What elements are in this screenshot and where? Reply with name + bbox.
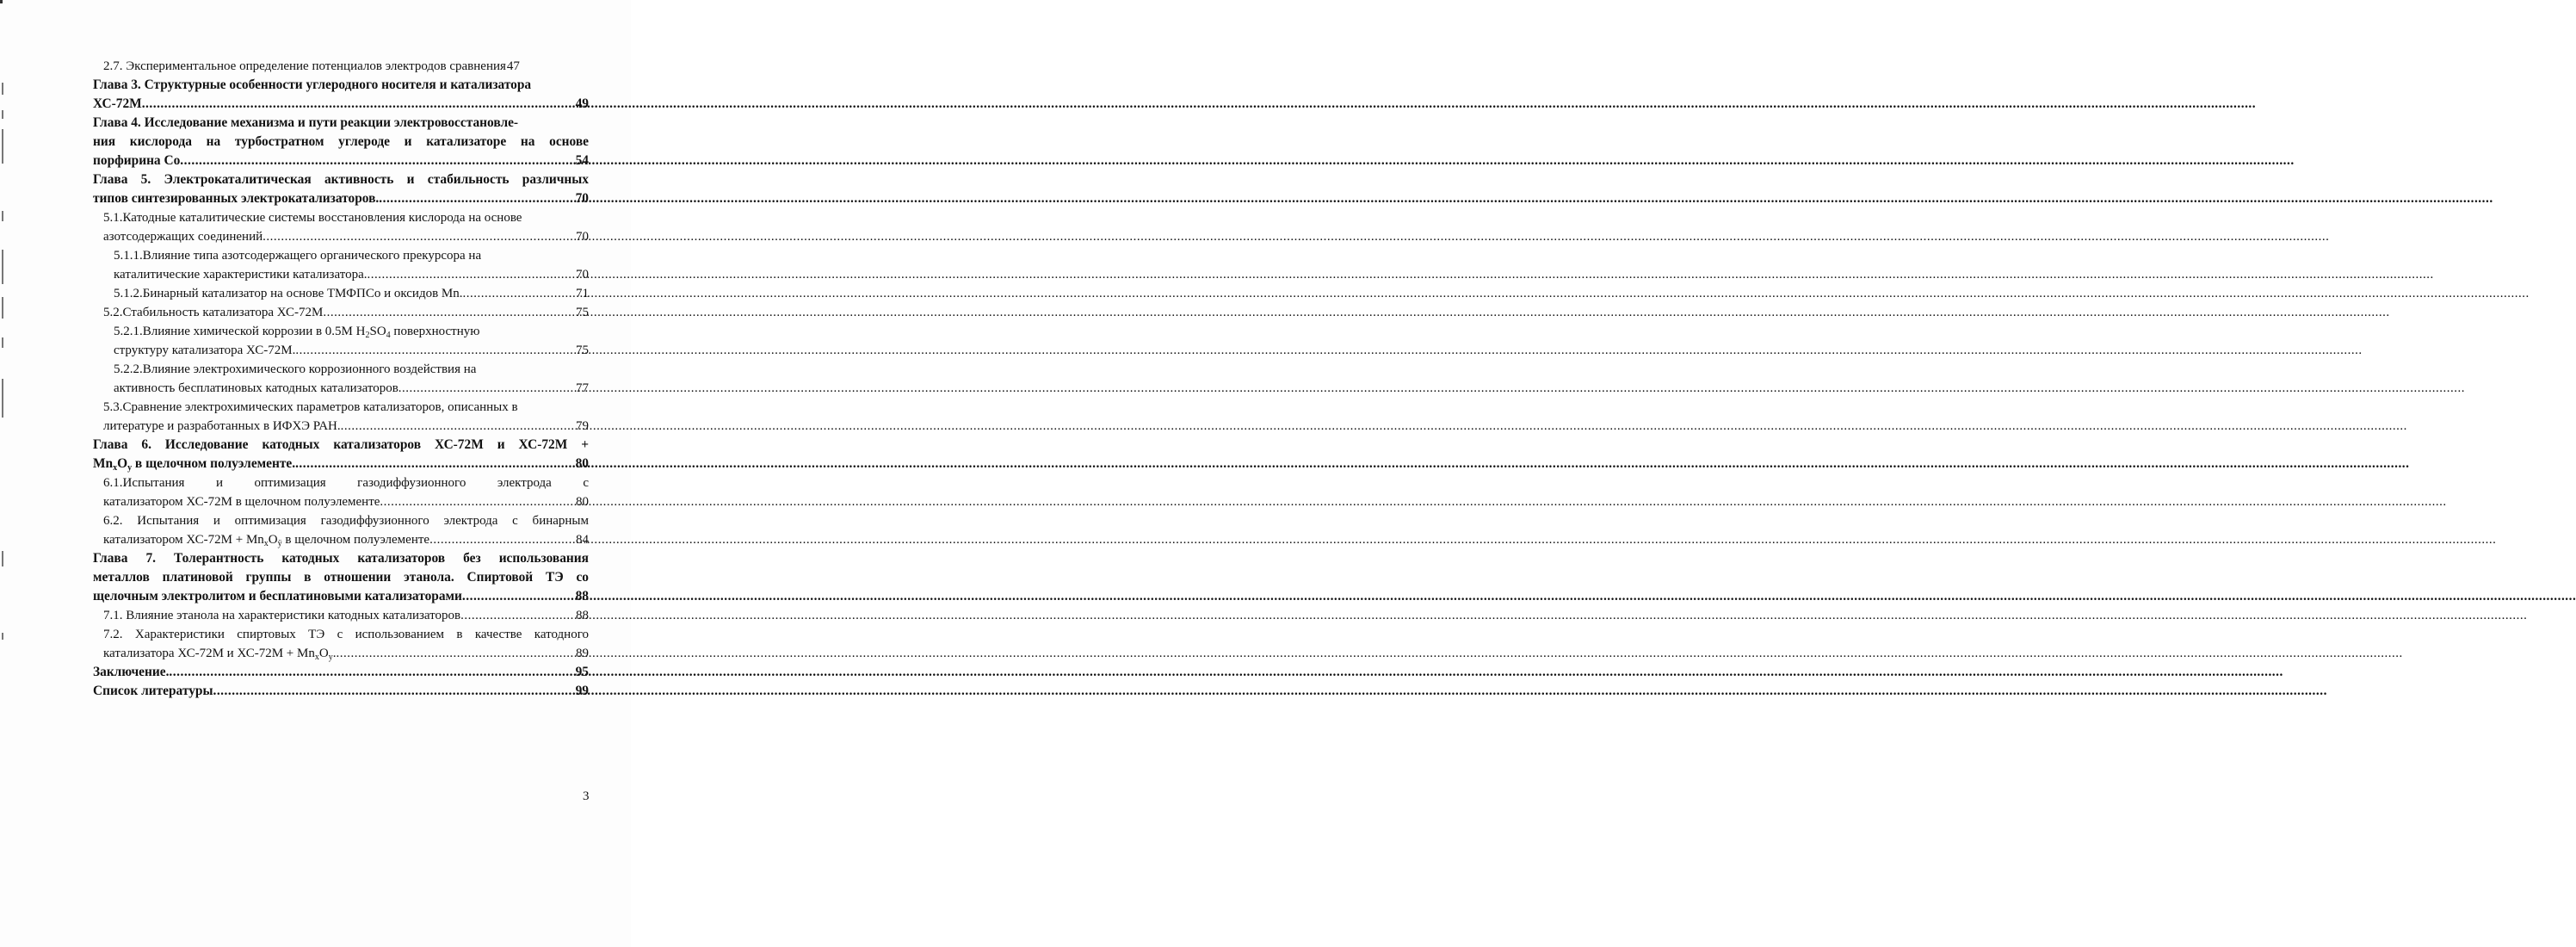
page-ref: 95 [575, 665, 589, 679]
toc-entry-chapter-3[interactable]: Глава 3. Структурные особенности углеродного носителя и катализатора ХС-72М ..... 49 [93, 76, 589, 114]
toc-entry-5-1-1[interactable]: 5.1.1.Влияние типа азотсодержащего органического прекурсора на каталитические характеристики катализатора. ..... 70 [114, 246, 589, 284]
page-ref: 54 [575, 153, 589, 168]
page-ref: 84 [576, 533, 589, 547]
page-ref: 70 [576, 230, 589, 244]
page-ref: 71 [576, 287, 589, 300]
toc-entry-2-7[interactable]: 2.7. Экспериментальное определение потенциалов электродов сравнения 47 [103, 57, 589, 76]
scan-edge-mark [2, 110, 3, 119]
document-page [0, 0, 631, 947]
page-ref: 80 [575, 456, 589, 471]
page-ref: 99 [575, 684, 589, 698]
toc-entry-5-3[interactable]: 5.3.Сравнение электрохимических параметров катализаторов, описанных в литературе и разработанных в ИФХЭ РАН. ..... 79 [103, 398, 589, 436]
page-ref: 49 [575, 96, 589, 111]
toc-entry-references[interactable]: Список литературы ..... 99 [93, 682, 589, 701]
scan-edge-mark [2, 129, 3, 164]
scan-edge-mark [2, 297, 3, 319]
toc-entry-chapter-4[interactable]: Глава 4. Исследование механизма и пути реакции электровосстановле- ния кислорода на турбостратном углероде и катализаторе на основе порфирина Со ..... 54 [93, 114, 589, 170]
page-ref: 70 [576, 268, 589, 282]
toc-entry-chapter-6[interactable]: Глава 6. Исследование катодных катализаторов ХС-72М и ХС-72М + $Mn_xO_y$ в щелочном полуэлементе. ..... 80 [93, 436, 589, 474]
toc-entry-5-1-2[interactable]: 5.1.2.Бинарный катализатор на основе ТМФПСо и оксидов Mn. ..... 71 [114, 284, 589, 303]
toc-entry-chapter-7[interactable]: Глава 7. Толерантность катодных катализаторов без использования металлов платиновой группы в отношении этанола. Спиртовой ТЭ со щелочным электролитом и бесплатиновыми катализаторами ..... 88 [93, 549, 589, 606]
toc-entry-5-2-1[interactable]: 5.2.1.Влияние химической коррозии в 0.5М $H_2SO_4$ поверхностную структуру катализатора ХС-72М. ..... 75 [114, 322, 589, 360]
scan-edge-mark [2, 379, 3, 418]
scan-corner-mark [0, 0, 3, 3]
page-ref: 89 [576, 647, 589, 660]
page-ref: 80 [576, 495, 589, 509]
toc-entry-7-1[interactable]: 7.1. Влияние этанола на характеристики катодных катализаторов ..... 88 [103, 606, 589, 625]
page-ref: 47 [506, 59, 520, 73]
toc-entry-6-1[interactable]: 6.1.Испытания и оптимизация газодиффузионного электрода с катализатором ХС-72М в щелочном полуэлементе ..... 80 [103, 474, 589, 511]
toc-entry-7-2[interactable]: 7.2. Характеристики спиртовых ТЭ с использованием в качестве катодного катализатора ХС-72М и $ХС-72М + Mn_xO_y$. ..... 89 [103, 625, 589, 663]
toc-entry-5-2-2[interactable]: 5.2.2.Влияние электрохимического коррозионного воздействия на активность бесплатиновых катодных катализаторов ..... 77 [114, 360, 589, 398]
toc-entry-6-2[interactable]: 6.2. Испытания и оптимизация газодиффузионного электрода с бинарным катализатором $ХС-72М + Mn_xO_ÿ$ в щелочном полуэлементе ..... 84 [103, 511, 589, 549]
page-ref: 88 [576, 609, 589, 622]
toc-entry-conclusion[interactable]: Заключение. ..... 95 [93, 663, 589, 682]
scan-edge-mark [2, 551, 3, 566]
toc-entry-5-2[interactable]: 5.2.Стабильность катализатора ХС-72М ..... 75 [103, 303, 589, 322]
scan-edge-mark [2, 250, 3, 284]
toc-entry-chapter-5[interactable]: Глава 5. Электрокаталитическая активность и стабильность различных типов синтезированных электрокатализаторов. ..... 70 [93, 170, 589, 208]
scan-edge-mark [2, 633, 3, 640]
page-ref: 77 [576, 381, 589, 395]
table-of-contents [93, 57, 589, 701]
page-ref: 70 [575, 191, 589, 206]
scan-edge-mark [2, 83, 3, 95]
page-ref: 79 [576, 419, 589, 433]
page-ref: 75 [576, 344, 589, 357]
page-ref: 88 [575, 589, 589, 603]
page-number: 3 [583, 789, 590, 803]
scan-edge-mark [2, 211, 3, 221]
page-ref: 75 [576, 306, 589, 319]
toc-entry-5-1[interactable]: 5.1.Катодные каталитические системы восстановления кислорода на основе азотсодержащих соединений ..... 70 [103, 208, 589, 246]
scan-edge-mark [2, 337, 3, 348]
